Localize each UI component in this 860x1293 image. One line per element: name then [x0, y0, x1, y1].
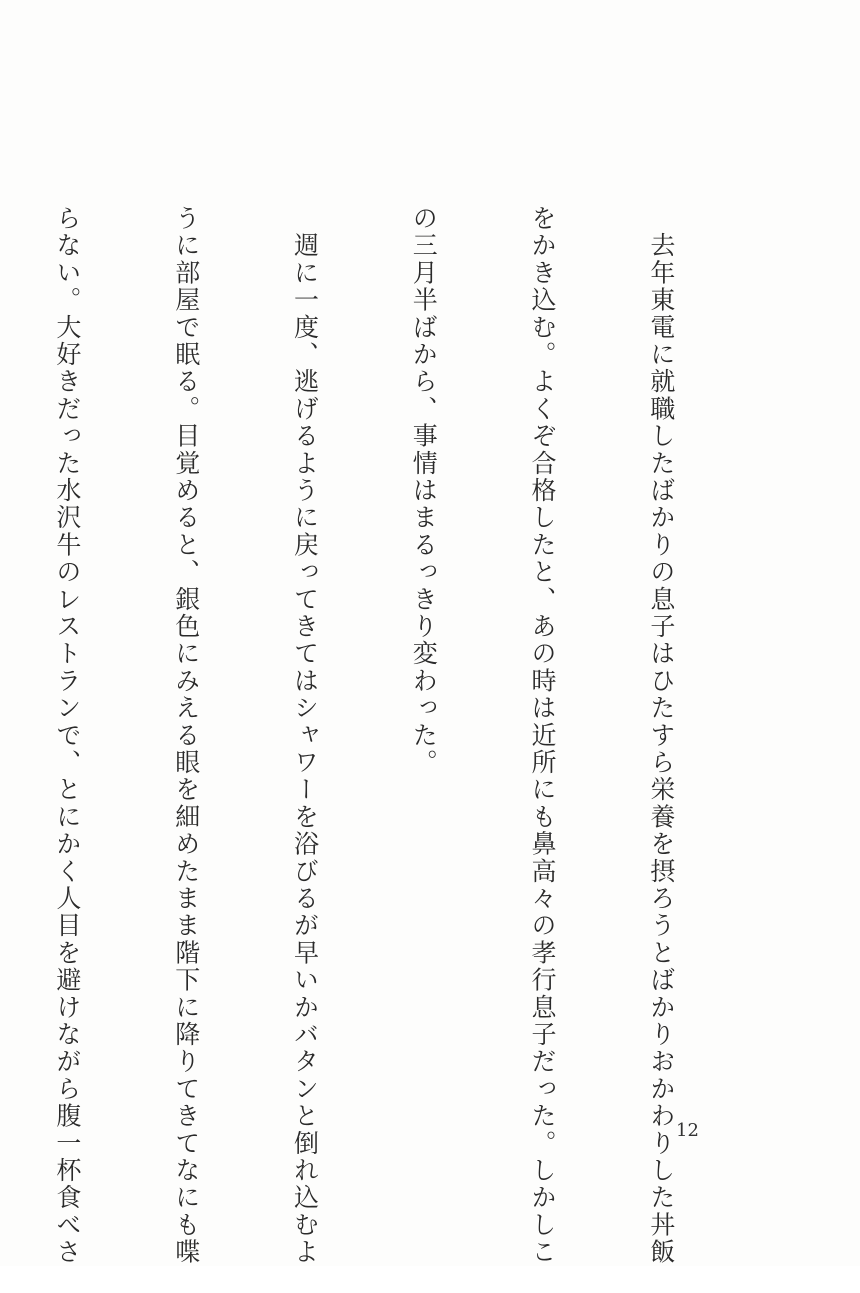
- text-column: をかき込む。よくぞ合格したと、あの時は近所にも鼻高々の孝行息子だった。しかしこ: [528, 205, 558, 1266]
- text-column: らない。大好きだった水沢牛のレストランで、とにかく人目を避けながら腹一杯食べさ: [52, 205, 82, 1266]
- text-column: うに部屋で眠る。目覚めると、銀色にみえる眼を細めたまま階下に降りてきてなにも喋: [171, 205, 201, 1266]
- text-column: 去年東電に就職したばかりの息子はひたすら栄養を摂ろうとばかりおかわりした丼飯: [646, 205, 676, 1266]
- text-column: 週に一度、逃げるように戻ってきてはシャワーを浴びるが早いかバタンと倒れ込むよ: [290, 205, 320, 1266]
- text-column: の三月半ばから、事情はまるっきり変わった。: [409, 205, 439, 777]
- page-number: 12: [676, 1120, 699, 1141]
